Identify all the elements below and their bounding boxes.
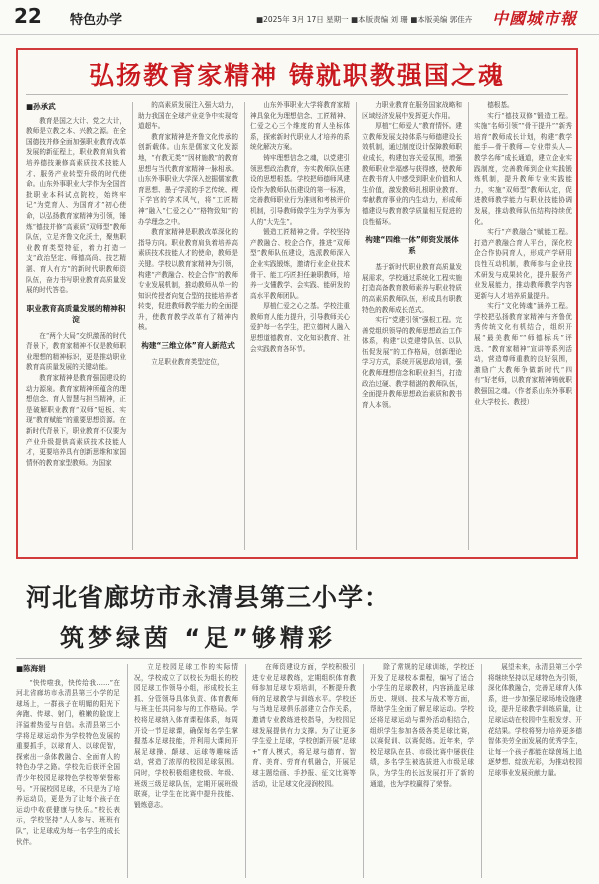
article-byline: ■陈海娟 [16, 664, 46, 673]
second-article [0, 560, 599, 884]
article-column-1 [16, 662, 120, 880]
section-title: 特色办学 [70, 13, 123, 28]
date-line: ■2025年 3月 17日 星期一 ■本版责编 刘 珊 ■本版美编 郭佳卉 [256, 15, 473, 24]
paragraph: 教育家精神是齐鲁文化传承的创新载体。山东是儒家文化发源地，“有教无类”“因材施教”的教育思想与当代教育家精神一脉相承。山东外事职业大学深入挖掘儒家教育思想、墨子学派的手艺传统、稷下学宫的学术风气，将“工匠精神”融入“仁爱之心”“格物致知”的办学理念之中。 [138, 132, 238, 226]
feature-column-2 [138, 100, 238, 552]
feature-column-4 [362, 100, 462, 552]
paragraph: 实行“德技双修”锻造工程。实施“名师引领”“骨干提升”“新秀培育”教师成长计划，构建“教学能手—骨干教师—专业带头人—教学名师”成长通道，建立企业实践制度，完善教师到企业实践锻炼机制，提升教师专业实践能力，实施“双师型”教师认定，促进教师教学能力与职业技能协调发展，推动教师队伍结构持续优化。 [474, 111, 572, 226]
article-headline-line1: 河北省廊坊市永清县第三小学： [26, 583, 391, 612]
paragraph: 厚植仁爱之心之基。学校注重教师育人能力提升，引导教师关心爱护每一名学生，把立德树人融入思想道德教育、文化知识教育、社会实践教育各环节。 [250, 302, 350, 353]
article-column-2 [134, 662, 238, 880]
paragraph: 在师资建设方面，学校积极引进专业足球教练，定期组织体育教师参加足球专项培训，不断提升教师的足球教学与训练水平。学校还与当地足球俱乐部建立合作关系，邀请专业教练进校指导，为校园足球发展提供有力支撑。为了让更多学生爱上足球，学校创新开展“足球+”育人模式，将足球与德育、智育、美育、劳育有机融合，开展足球主题绘画、手抄报、征文比赛等活动，让足球文化浸润校园。 [252, 663, 356, 788]
feature-column-3 [250, 100, 350, 552]
article-column-5 [488, 662, 582, 880]
paragraph: 基于新时代职业教育高质量发展需求，学校通过系统化工程实施打造高备教育教师素养与职业特质的高素质教师队伍，形成具有职教特色的教师成长范式。 [362, 263, 462, 314]
column-divider [127, 664, 128, 878]
column-divider [481, 664, 482, 878]
subheading: 构建“三维立体”育人新范式 [141, 341, 235, 351]
paragraph: 实行“党建引领”强根工程。完善党组织领导的教师思想政治工作体系，构建“以党建带队伍、以队伍促发展”的工作格局，创新理论学习方式，系统开展思政培训，强化教师理想信念和职业担当，打造政治过硬、教学精湛的教师队伍，全面提升教师思想政治素质和教书育人本领。 [362, 316, 462, 409]
article-column-3 [252, 662, 356, 880]
paragraph: 立足职业教育类型定位， [151, 358, 224, 367]
page-number: 22 [14, 4, 42, 28]
paragraph: 实行“产教融合”赋能工程。打造产教融合育人平台，深化校企合作协同育人，形成产学研用良性互动机制，教师参与企业技术研发与成果转化，提升服务产业发展能力，推动教师教学内容更新与人才培养质量提升。 [474, 228, 572, 300]
column-divider [132, 102, 133, 550]
paragraph: 展望未来，永清县第三小学将继续坚持以足球特色为引领，深化体教融合，完善足球育人体系，进一步加强足球场地设施建设，提升足球教学训练质量，让足球运动在校园中生根发芽、开花结果。学校将努力培养更多德智体美劳全面发展的优秀学生，让每一个孩子都能在绿茵场上追逐梦想、绽放光彩，为推动校园足球事业发展贡献力量。 [488, 663, 582, 777]
article-headline-line2: 筑梦绿茵 “足”够精彩 [60, 624, 336, 652]
headline-divider [26, 94, 568, 95]
paragraph: 德根基。 [487, 101, 514, 109]
paragraph: 教育家精神是职教改革深化的指导方向。职业教育肩负着培养高素质技术技能人才的使命，教师是关键。学校以教育家精神为引领，构建“产教融合、校企合作”的教师专业发展机制，推动教师从单一的知识传授者向复合型的技能培养者转变，促进教师教学能力的全面提升，使教育教学改革有了精神内核。 [138, 228, 238, 332]
column-divider [363, 664, 364, 878]
paragraph: 山东外事职业大学将教育家精神具象化为理想信念、工匠精神、仁爱之心三个维度的育人坐标体系，探索新时代职业人才培养的系统化解决方案。 [250, 101, 350, 152]
feature-article [16, 48, 578, 559]
paragraph: 实行“文化铸魂”涵养工程。学校把弘扬教育家精神与齐鲁优秀传统文化有机结合，组织开展“最美教师”“师德标兵”评选、“教育家精神”宣讲等系列活动，营造尊师重教的良好氛围，激励广大教师争做新时代“四有”好老师，以教育家精神铸就职教强国之魂。（作者系山东外事职业大学校长、教授） [474, 302, 572, 406]
article-column-4 [370, 662, 474, 880]
paragraph: 教育家精神是教育强国建设的动力源泉。教育家精神所蕴含的理想信念、育人智慧与担当精神，正是破解职业教育“双师”短板、实现“教育赋能”的重要思想资源。在新时代背景下，职业教育不仅要为产业升级提供高素质技术技能人才，更要培养具有创新思维和家国情怀的教育家型教师。为国家 [26, 374, 126, 467]
feature-column-5 [474, 100, 572, 552]
headline-divider [16, 658, 582, 659]
subheading: 构建“四维一体”师资发展体系 [365, 235, 459, 256]
column-divider [245, 664, 246, 878]
paragraph: 教育是国之大计、党之大计，教师是立教之本、兴教之源。在全国德技并修全面加强职业教育改革发展的新征程上，职业教育肩负着培养德技兼修高素质技术技能人才、服务产业转型升级的时代使命。山东外事职业大学作为全国首批职业本科试点院校，始终牢记“为党育人、为国育才”初心使命，以弘扬教育家精神为引领，锤炼“德技并修”高素质“双师型”教师队伍，立足齐鲁文化沃土，聚焦职业教育类型特征，着力打造一支“政治坚定、师德高尚、技艺精湛、育人有方”的新时代职教师资队伍，奋力书写职业教育高质量发展的时代答卷。 [26, 116, 126, 295]
paragraph: 厚植“仁师爱人”教育情怀。建立教师发展支持体系与师德建设长效机制，通过制度设计保障教师职业成长，构建包容关爱氛围，增强教师职业幸福感与获得感，使教师在教书育人中感受到职业价值和人生价值，激发教师扎根职业教育、奉献教育事业的内生动力，形成师德建设与教育教学质量相互促进的良性循环。 [362, 122, 462, 226]
column-divider [356, 102, 357, 550]
paragraph: 铸牢理想信念之魂，以党建引领思想政治教育，夯实教师队伍建设的思想根基。学校把师德师风建设作为教师队伍建设的第一标准，完善教师职业行为准则和考核评价机制，引导教师做学生为学为事为人的“大先生”。 [250, 153, 350, 226]
paragraph: “快传啦我，快传给我……”在河北省廊坊市永清县第三小学的足球场上，一群孩子在明媚的阳光下奔跑、传球、射门，稚嫩的脸庞上洋溢着热爱与自信。永清县第三小学将足球运动作为学校特色发展的重要抓手，以球育人、以球促智，探索出一条体教融合、全面育人的特色办学之路。学校先后获评全国青少年校园足球特色学校等荣誉称号。“开展校园足球，不只是为了培养运动员，更是为了让每个孩子在运动中收获健康与快乐。”校长表示，学校坚持“人人参与、班班有队”，让足球成为每一名学生的成长伙伴。 [16, 678, 120, 846]
feature-column-1 [26, 100, 126, 552]
paragraph: 力职业教育在服务国家战略和区域经济发展中发挥更大作用。 [362, 101, 462, 120]
subheading: 职业教育高质量发展的精神积淀 [26, 303, 126, 324]
paragraph: 除了常规的足球训练，学校还开发了足球校本课程，编写了适合小学生的足球教材，内容涵盖足球历史、规则、技术与战术等方面，帮助学生全面了解足球运动。学校还将足球运动与课外活动相结合，组织学生参加各级各类足球比赛，以赛促训、以赛促练。近年来，学校足球队在县、市级比赛中屡获佳绩，多名学生被选拔进入市级足球队，为学生的长远发展打开了新的通道，也为学校赢得了荣誉。 [370, 663, 474, 788]
column-divider [244, 102, 245, 550]
paragraph: 立足校园足球工作的实际情况，学校成立了以校长为组长的校园足球工作领导小组，形成校长主抓、分管领导具体负责、体育教师与班主任共同参与的工作格局。学校将足球纳入体育课程体系，每周开设一节足球课，确保每名学生掌握基本足球技能，并利用大课间开展足球操、颠球、运球等趣味活动，营造了浓厚的校园足球氛围。同时，学校积极组建校级、年级、班级三级足球队伍，定期开展班级联赛，让学生在比赛中提升技能、锻炼意志。 [134, 663, 238, 809]
feature-byline: ■孙承武 [26, 102, 56, 111]
newspaper-masthead: 中國城市報 [491, 9, 577, 28]
paragraph: 的高素质发展注入强大动力，助力我国在全球产业竞争中实现弯道超车。 [138, 101, 238, 131]
paragraph: 在“两个大局”交织激荡的时代背景下，教育家精神不仅是教师职业理想的精神标识，更是推动职业教育高质量发展的关键动能。 [26, 331, 126, 372]
column-divider [468, 102, 469, 550]
feature-headline: 弘扬教育家精神 铸就职教强国之魂 [89, 61, 505, 90]
page-header [0, 0, 599, 35]
paragraph: 锻造工匠精神之骨。学校坚持产教融合、校企合作，推进“双师型”教师队伍建设，选派教师深入企业实践锻炼，邀请行业企业技术骨干、能工巧匠担任兼职教师，培养一支懂教学、会实践、能研发的高水平教师团队。 [250, 228, 350, 300]
